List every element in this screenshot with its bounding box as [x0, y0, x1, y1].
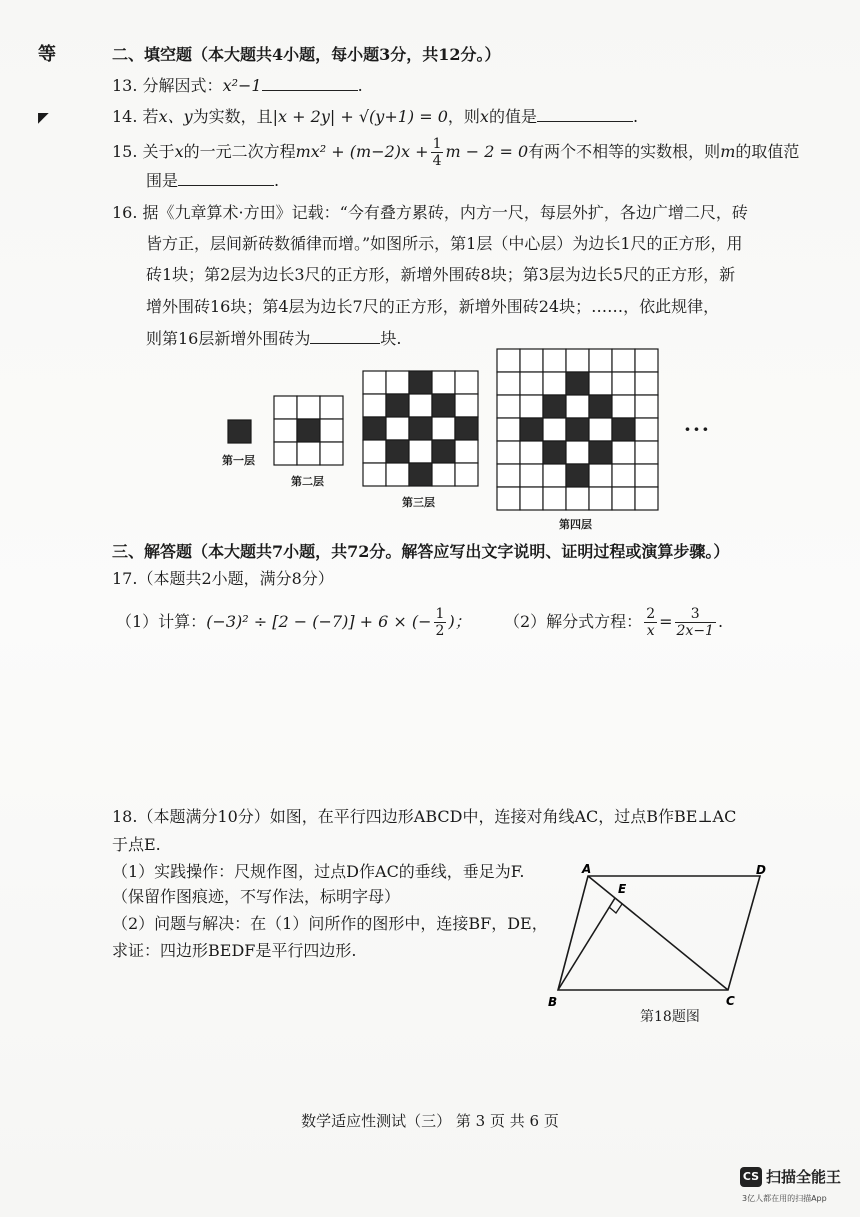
brick-light [520, 487, 543, 510]
figure-16 [0, 0, 860, 540]
brick-dark [228, 420, 251, 443]
brick-light [589, 349, 612, 372]
q16-text-line1: 据《九章算术·方田》记载：“今有叠方累砖，内方一尺，每层外扩，各边广增二尺，砖 [142, 203, 748, 222]
q14-expression: |x + 2y| + √(y+1) = 0 [272, 107, 448, 126]
brick-light [543, 349, 566, 372]
brick-dark [543, 441, 566, 464]
q13-number: 13. [112, 76, 138, 95]
brick-dark [409, 417, 432, 440]
label-b: B [548, 995, 558, 1009]
q17-part2-equals: = [659, 612, 673, 631]
brick-light [497, 372, 520, 395]
brick-light [274, 442, 297, 465]
brick-dark [566, 372, 589, 395]
margin-mark: 等 [38, 44, 56, 65]
q15-text-d: 的取值范 [735, 142, 800, 161]
brick-light [635, 349, 658, 372]
layer-4-grid [497, 349, 658, 510]
camscanner-logo-icon: CS [740, 1167, 762, 1187]
q15-text-a: 关于 [142, 142, 175, 161]
brick-light [635, 372, 658, 395]
label-c: C [726, 994, 735, 1008]
q17-part2-label: （2）解分式方程： [504, 612, 643, 631]
q17-part2 [504, 606, 723, 639]
brick-light [520, 395, 543, 418]
q16-number: 16. [112, 203, 138, 222]
brick-light [409, 394, 432, 417]
q16-line5-b: 块. [380, 329, 402, 348]
q15-line2: 围是 [146, 171, 179, 190]
brick-light [363, 371, 386, 394]
brick-light [386, 371, 409, 394]
q14-text-b: 为实数，且 [192, 107, 273, 126]
brick-light [363, 440, 386, 463]
q13-text: 分解因式： [142, 76, 223, 95]
brick-light [320, 419, 343, 442]
q18-line5: （2）问题与解决：在（1）问所作的图形中，连接BF，DE， [112, 914, 548, 933]
brick-light [612, 349, 635, 372]
q14-end: . [632, 107, 639, 126]
brick-light [543, 464, 566, 487]
q17-title: 17.（本题共2小题，满分8分） [112, 569, 334, 588]
q14-number: 14. [112, 107, 138, 126]
q17-part2-end: . [717, 612, 724, 631]
brick-dark [386, 394, 409, 417]
brick-light [566, 487, 589, 510]
segment-be [558, 898, 615, 990]
q15-end: . [274, 171, 280, 190]
brick-light [497, 418, 520, 441]
brick-light [432, 463, 455, 486]
brick-light [274, 396, 297, 419]
q14-text-c: ，则 [447, 107, 480, 126]
q16-text-line2: 皆方正，层间新砖数循律而增。”如图所示，第1层（中心层）为边长1尺的正方形，用 [146, 234, 743, 253]
brick-light [297, 396, 320, 419]
q15-text-c: 有两个不相等的实数根，则 [528, 142, 721, 161]
brick-light [455, 371, 478, 394]
brick-dark [543, 395, 566, 418]
figure-ellipsis: ··· [684, 417, 711, 441]
brick-dark [409, 371, 432, 394]
brick-light [543, 487, 566, 510]
q17-part1-fraction [434, 606, 447, 639]
q18-line1: 18.（本题满分10分）如图，在平行四边形ABCD中，连接对角线AC，过点B作BE⊥AC [112, 807, 737, 826]
q13-end: . [357, 76, 363, 95]
q18-figure-caption: 第18题图 [640, 1009, 700, 1025]
brick-dark [409, 463, 432, 486]
q17-part1-frac-denominator: 2 [435, 623, 445, 639]
brick-light [497, 464, 520, 487]
brick-light [635, 418, 658, 441]
brick-light [543, 372, 566, 395]
caption-layer-1: 第一层 [222, 454, 255, 467]
brick-light [612, 487, 635, 510]
brick-light [320, 396, 343, 419]
brick-light [363, 394, 386, 417]
brick-light [363, 463, 386, 486]
brick-light [497, 395, 520, 418]
brick-light [520, 349, 543, 372]
brick-light [589, 464, 612, 487]
label-e: E [618, 882, 627, 896]
brick-light [497, 487, 520, 510]
q18-line3: （1）实践操作：尺规作图，过点D作AC的垂线，垂足为F. [112, 862, 525, 881]
brick-dark [589, 395, 612, 418]
q15-var: x [174, 142, 184, 161]
brick-light [635, 395, 658, 418]
page-footer: 数学适应性测试（三） 第 3 页 共 6 页 [301, 1112, 559, 1130]
diagonal-ac [588, 876, 728, 990]
layer-3-grid [363, 371, 478, 486]
brick-light [455, 463, 478, 486]
q17-part2-right-fraction [675, 606, 716, 639]
brick-light [589, 487, 612, 510]
q15-expression-a: mx² + (m−2)x + [295, 142, 429, 161]
brick-dark [432, 440, 455, 463]
q15-expression-b: m − 2 = 0 [445, 142, 529, 161]
figure-18 [540, 860, 780, 1030]
caption-layer-4: 第四层 [559, 518, 592, 531]
brick-dark [566, 418, 589, 441]
q15-text-b: 的一元二次方程 [183, 142, 296, 161]
q15-frac-denominator: 4 [432, 153, 442, 169]
brick-dark [520, 418, 543, 441]
label-a: A [582, 862, 592, 876]
q14-var: x [479, 107, 489, 126]
q16-line5-a: 则第16层新增外围砖为 [146, 329, 311, 348]
q18-line6: 求证：四边形BEDF是平行四边形. [112, 941, 357, 960]
caption-layer-3: 第三层 [402, 496, 435, 509]
label-d: D [756, 863, 766, 877]
brick-light [320, 442, 343, 465]
brick-light [497, 441, 520, 464]
brick-light [612, 441, 635, 464]
q17-part1 [116, 606, 471, 639]
brick-dark [612, 418, 635, 441]
brick-light [635, 487, 658, 510]
q14-text-d: 的值是 [488, 107, 537, 126]
camscanner-tagline: 3亿人都在用的扫描App [742, 1194, 827, 1203]
q16-text-line4: 增外围砖16块；第4层为边长7尺的正方形，新增外围砖24块；……，依此规律， [146, 297, 720, 316]
brick-dark [566, 464, 589, 487]
q15-var2: m [720, 142, 736, 161]
brick-light [432, 371, 455, 394]
brick-light [455, 440, 478, 463]
brick-light [297, 442, 320, 465]
camscanner-name: 扫描全能王 [766, 1168, 842, 1186]
brick-light [520, 372, 543, 395]
q14-text-a: 若 [142, 107, 159, 126]
brick-light [386, 417, 409, 440]
q18-line4: （保留作图痕迹，不写作法，标明字母） [112, 887, 401, 906]
q17-part1-label: （1）计算： [116, 612, 207, 631]
brick-dark [455, 417, 478, 440]
q16-text-line3: 砖1块；第2层为边长3尺的正方形，新增外围砖8块；第3层为边长5尺的正方形，新 [146, 265, 736, 284]
brick-dark [589, 441, 612, 464]
q13-expression: x²−1 [222, 76, 262, 95]
brick-dark [386, 440, 409, 463]
layer-2-grid [274, 396, 343, 465]
brick-light [274, 419, 297, 442]
brick-light [520, 464, 543, 487]
q17-part1-expr-b: )； [448, 612, 471, 631]
brick-light [409, 440, 432, 463]
brick-dark [363, 417, 386, 440]
brick-light [635, 464, 658, 487]
brick-light [589, 418, 612, 441]
brick-light [520, 441, 543, 464]
q17-part1-frac-numerator: 1 [435, 606, 445, 622]
q14-vars: x、y [158, 107, 193, 126]
brick-light [455, 394, 478, 417]
q17-part1-expr-a: (−3)² ÷ [2 − (−7)] + 6 × (− [206, 612, 432, 631]
q17-part2-right-denominator: 2x−1 [676, 623, 714, 639]
brick-dark [432, 394, 455, 417]
q18-line2: 于点E. [112, 835, 161, 854]
q15-frac-numerator: 1 [432, 136, 442, 152]
brick-light [612, 372, 635, 395]
brick-light [635, 441, 658, 464]
brick-light [386, 463, 409, 486]
brick-light [566, 441, 589, 464]
margin-arrow-icon: ◤ [38, 110, 49, 126]
brick-light [543, 418, 566, 441]
q17-part2-left-denominator: x [646, 623, 655, 639]
q17-part2-left-fraction [644, 606, 657, 639]
brick-dark [297, 419, 320, 442]
layer-1-grid [228, 420, 251, 443]
q17-part2-left-numerator: 2 [646, 606, 656, 622]
q15-number: 15. [112, 142, 138, 161]
brick-light [432, 417, 455, 440]
brick-light [566, 349, 589, 372]
q17-part2-right-numerator: 3 [675, 606, 716, 623]
caption-layer-2: 第二层 [291, 475, 324, 488]
brick-light [566, 395, 589, 418]
brick-light [589, 372, 612, 395]
section2-header: 二、填空题（本大题共4小题，每小题3分，共12分。） [112, 45, 501, 64]
brick-light [497, 349, 520, 372]
brick-light [612, 464, 635, 487]
brick-light [612, 395, 635, 418]
section3-header: 三、解答题（本大题共7小题，共72分。解答应写出文字说明、证明过程或演算步骤。） [112, 542, 730, 561]
